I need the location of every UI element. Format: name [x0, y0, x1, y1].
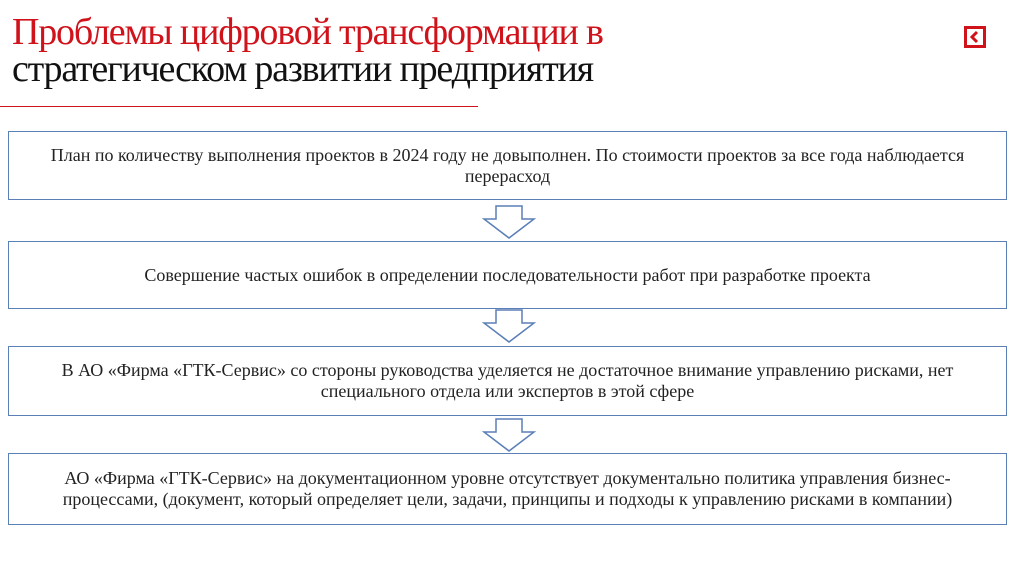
slide-title	[12, 11, 603, 90]
title-underline	[0, 106, 478, 107]
title-line-1: Проблемы цифровой трансформации в	[12, 11, 603, 53]
back-icon[interactable]	[964, 26, 986, 48]
title-line-2: стратегическом развитии предприятия	[12, 48, 593, 90]
flow-step-1: План по количеству выполнения проектов в 2024 году не довыполнен. По стоимости проектов за все года наблюдается перерасход	[8, 131, 1007, 200]
flow-arrow-1	[481, 205, 537, 239]
flow-step-3: В АО «Фирма «ГТК-Сервис» со стороны руководства уделяется не достаточное внимание управлению рисками, нет специального отдела или экспертов в этой сфере	[8, 346, 1007, 416]
flow-step-2: Совершение частых ошибок в определении последовательности работ при разработке проекта	[8, 241, 1007, 309]
flow-arrow-3	[481, 418, 537, 452]
flow-arrow-2	[481, 309, 537, 343]
flow-step-4: АО «Фирма «ГТК-Сервис» на документационном уровне отсутствует документально политика управления бизнес-процессами, (документ, который определяет цели, задачи, принципы и подходы к управлению рисками в компании)	[8, 453, 1007, 525]
